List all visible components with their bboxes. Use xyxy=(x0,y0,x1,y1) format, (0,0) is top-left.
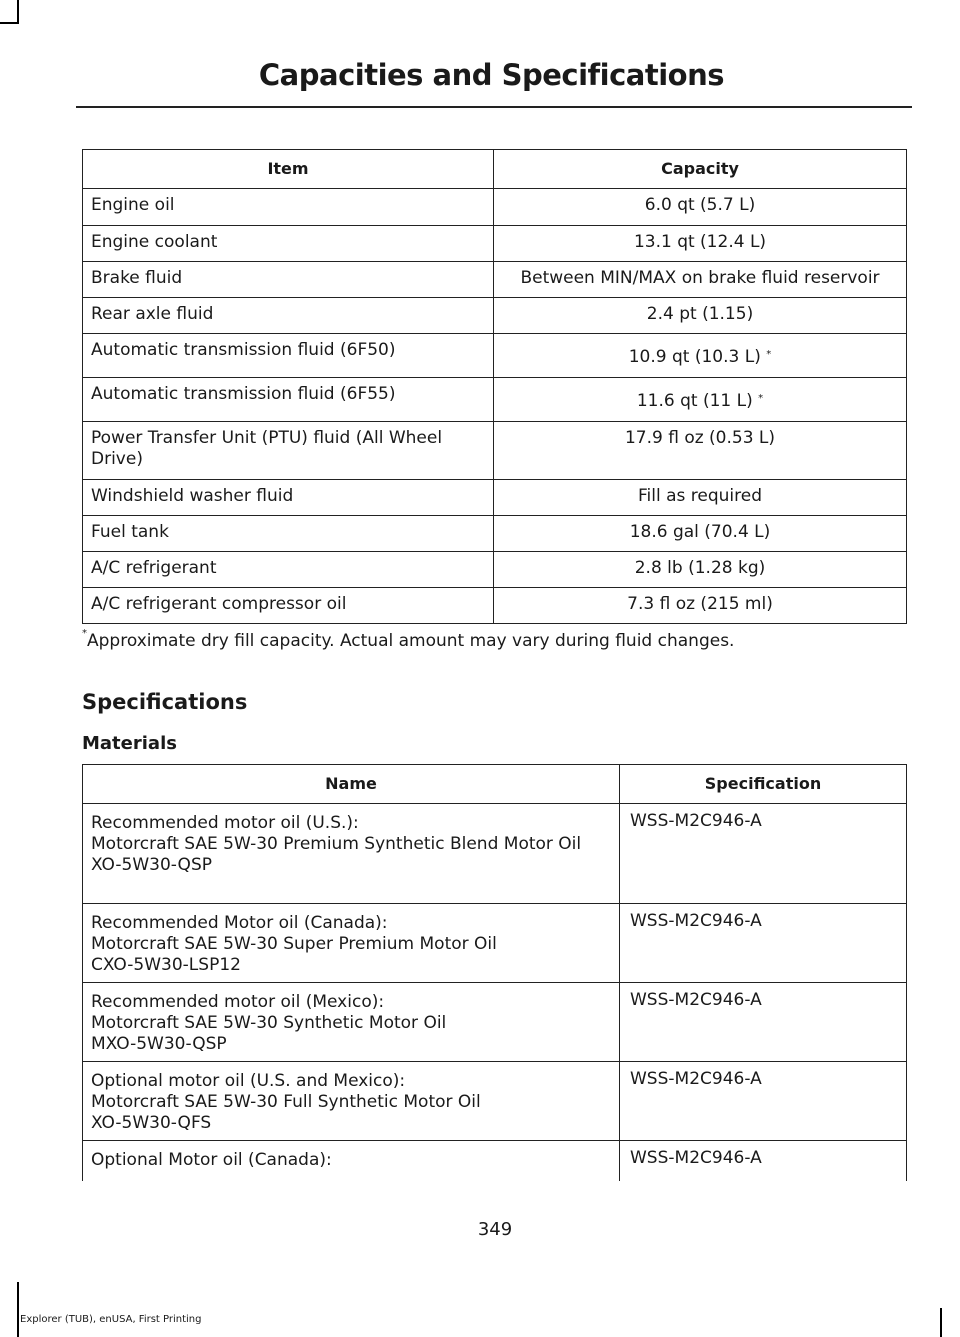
item-cell: A/C refrigerant compressor oil xyxy=(83,588,494,624)
capacity-cell xyxy=(494,226,907,262)
table-row xyxy=(83,262,907,298)
table-row xyxy=(83,480,907,516)
capacity-cell xyxy=(494,298,907,334)
capacity-value: Fill as required xyxy=(637,486,763,506)
capacity-value: 2.4 pt (1.15) xyxy=(646,304,754,324)
item-cell: Brake fluid xyxy=(83,262,494,298)
footnote-marker: * xyxy=(758,393,764,404)
section-heading: Specifications xyxy=(82,690,248,714)
name-line: Optional motor oil (U.S. and Mexico): xyxy=(91,1071,406,1091)
crop-mark xyxy=(17,1282,19,1337)
table-row xyxy=(83,983,907,1062)
specification-cell: WSS-M2C946-A xyxy=(620,1141,907,1181)
capacity-value: 18.6 gal (70.4 L) xyxy=(629,522,771,542)
column-header-name: Name xyxy=(83,765,620,804)
name-cell xyxy=(83,804,620,904)
column-header-item: Item xyxy=(83,150,494,189)
capacities-table xyxy=(82,149,907,624)
capacity-cell xyxy=(494,334,907,378)
capacity-cell xyxy=(494,378,907,422)
name-line: Motorcraft SAE 5W-30 Full Synthetic Motor Oil xyxy=(91,1092,481,1112)
capacity-value: 11.6 qt (11 L) xyxy=(636,391,753,411)
name-line: MXO-5W30-QSP xyxy=(91,1034,227,1054)
table-row xyxy=(83,378,907,422)
capacity-cell xyxy=(494,422,907,480)
name-cell xyxy=(83,983,620,1062)
table-row xyxy=(83,588,907,624)
capacity-value: Between MIN/MAX on brake fluid reservoir xyxy=(520,268,880,288)
item-cell: A/C refrigerant xyxy=(83,552,494,588)
capacity-value: 13.1 qt (12.4 L) xyxy=(633,232,767,252)
table-row xyxy=(83,422,907,480)
name-line: Recommended motor oil (Mexico): xyxy=(91,992,385,1012)
capacity-value: 7.3 fl oz (215 ml) xyxy=(627,594,773,614)
table-row xyxy=(83,334,907,378)
table-header-row xyxy=(83,765,907,804)
capacity-value: 6.0 qt (5.7 L) xyxy=(644,195,756,215)
capacity-value: 17.9 fl oz (0.53 L) xyxy=(624,428,776,448)
table-row xyxy=(83,1141,907,1181)
name-line: Optional Motor oil (Canada): xyxy=(91,1150,332,1170)
specification-cell: WSS-M2C946-A xyxy=(620,1062,907,1141)
table-row xyxy=(83,904,907,983)
column-header-specification: Specification xyxy=(620,765,907,804)
name-line: Recommended motor oil (U.S.): xyxy=(91,813,359,833)
name-cell xyxy=(83,1141,620,1181)
item-cell: Engine coolant xyxy=(83,226,494,262)
crop-mark xyxy=(940,1308,942,1337)
name-line: XO-5W30-QFS xyxy=(91,1113,212,1133)
page-number: 349 xyxy=(477,1219,513,1240)
item-cell: Automatic transmission fluid (6F55) xyxy=(83,378,494,422)
table-row xyxy=(83,516,907,552)
specification-cell: WSS-M2C946-A xyxy=(620,804,907,904)
table-row xyxy=(83,226,907,262)
capacity-cell xyxy=(494,552,907,588)
table-row xyxy=(83,298,907,334)
table-row xyxy=(83,1062,907,1141)
footnote xyxy=(82,628,735,651)
specification-cell: WSS-M2C946-A xyxy=(620,904,907,983)
capacity-value: 2.8 lb (1.28 kg) xyxy=(634,558,766,578)
name-cell xyxy=(83,1062,620,1141)
name-line: Motorcraft SAE 5W-30 Synthetic Motor Oil xyxy=(91,1013,447,1033)
name-cell xyxy=(83,904,620,983)
capacity-cell xyxy=(494,480,907,516)
table-row xyxy=(83,189,907,226)
capacity-value: 10.9 qt (10.3 L) xyxy=(628,347,761,367)
specification-cell: WSS-M2C946-A xyxy=(620,983,907,1062)
item-cell: Engine oil xyxy=(83,189,494,226)
materials-table xyxy=(82,764,907,1181)
name-line: XO-5W30-QSP xyxy=(91,855,212,875)
item-cell: Windshield washer fluid xyxy=(83,480,494,516)
column-header-capacity: Capacity xyxy=(494,150,907,189)
name-line: Motorcraft SAE 5W-30 Premium Synthetic Blend Motor Oil xyxy=(91,834,582,854)
name-line: CXO-5W30-LSP12 xyxy=(91,955,241,975)
table-row xyxy=(83,552,907,588)
capacity-cell xyxy=(494,588,907,624)
item-cell: Fuel tank xyxy=(83,516,494,552)
footnote-marker: * xyxy=(766,349,772,360)
crop-mark xyxy=(0,22,19,24)
capacity-cell xyxy=(494,262,907,298)
capacity-cell xyxy=(494,189,907,226)
name-line: Recommended Motor oil (Canada): xyxy=(91,913,388,933)
item-cell: Rear axle fluid xyxy=(83,298,494,334)
name-line: Motorcraft SAE 5W-30 Super Premium Motor Oil xyxy=(91,934,497,954)
crop-mark xyxy=(17,0,19,22)
capacity-cell xyxy=(494,516,907,552)
table-row xyxy=(83,804,907,904)
subsection-heading: Materials xyxy=(82,733,177,754)
footnote-marker: * xyxy=(82,628,87,639)
footnote-text: Approximate dry fill capacity. Actual amount may vary during fluid changes. xyxy=(87,631,735,651)
page-title: Capacities and Specifications xyxy=(258,58,724,92)
table-header-row xyxy=(83,150,907,189)
page-footer: Explorer (TUB), enUSA, First Printing xyxy=(20,1314,202,1325)
item-cell: Automatic transmission fluid (6F50) xyxy=(83,334,494,378)
item-cell: Power Transfer Unit (PTU) fluid (All Wheel Drive) xyxy=(83,422,494,480)
title-rule xyxy=(76,106,912,108)
